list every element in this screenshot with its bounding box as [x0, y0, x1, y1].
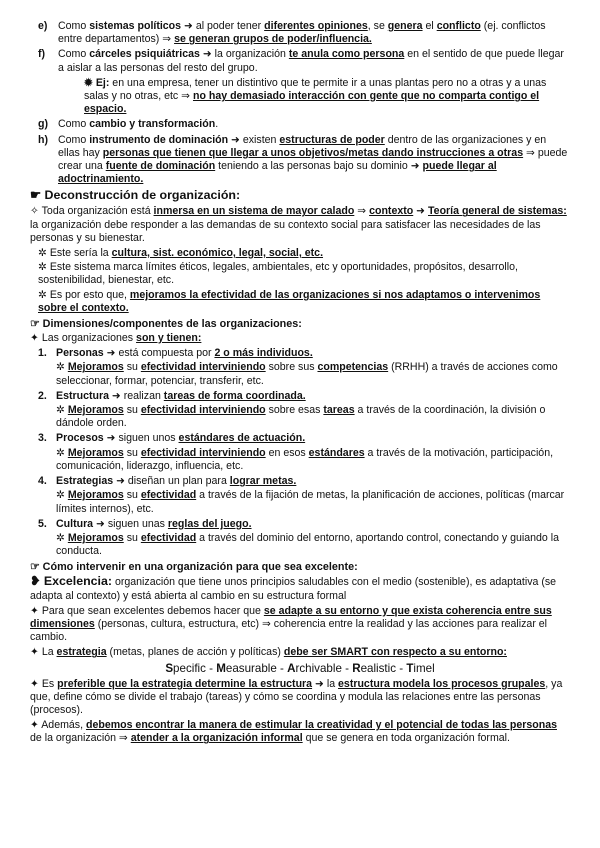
text-run: su: [123, 361, 141, 374]
text-run: diferentes opiniones: [264, 20, 368, 32]
dimension-detail: [30, 489, 570, 515]
text-run: estrategia: [56, 646, 107, 659]
text-run: (RRHH) a través de acciones como seleccionar, formar, potenciar, transferir, etc.: [56, 361, 558, 387]
text-run: genera: [387, 20, 423, 32]
section-heading-intervenir: ☞ Cómo intervenir en una organización para que sea excelente:: [30, 561, 358, 574]
list-item-text: [58, 20, 570, 46]
text-run: Estrategias: [56, 475, 114, 488]
text-run: Mejoramos: [67, 446, 124, 459]
text-run: organización que tiene unos principios saludables con el medio (sostenible), es adaptativa (se adapta al contexto) y está abierta al cambio en su estructura formal: [30, 576, 557, 602]
text-run: Teoría general de sistemas:: [428, 205, 567, 218]
text-run: , se: [367, 20, 388, 32]
list-marker: e): [38, 20, 48, 32]
text-run: ➜ siguen unas: [93, 517, 168, 530]
text-run: su: [123, 404, 141, 417]
text-run: Procesos: [56, 432, 104, 445]
text-run: el: [422, 20, 437, 32]
example-text: [84, 77, 570, 117]
text-run: easurable -: [225, 661, 288, 675]
text-run: reglas del juego.: [167, 517, 252, 530]
list-item-h: [30, 134, 570, 187]
text-run: puede llegar al adoctrinamiento.: [58, 160, 497, 186]
text-run: conflicto: [436, 20, 481, 32]
text-run: efectividad: [140, 531, 197, 544]
list-top: [30, 20, 570, 186]
text-run: A: [287, 661, 296, 675]
text-run: rchivable -: [295, 661, 353, 675]
text-run: te anula como persona: [288, 48, 405, 61]
dimension-detail: [30, 404, 570, 430]
text-run: ✦ Es: [30, 677, 58, 690]
text-run: estándares de actuación.: [178, 432, 306, 445]
example-note: [30, 77, 570, 117]
text-run: contexto: [369, 205, 414, 218]
text-run: ✲ Es por esto que,: [38, 288, 130, 301]
text-run: .: [215, 118, 219, 131]
text-run: Cultura: [56, 517, 94, 530]
text-run: ➜ está compuesta por: [103, 347, 215, 360]
list-number: 2.: [38, 389, 47, 402]
text-run: ✹ Ej:: [84, 76, 110, 89]
paragraph: [30, 205, 570, 245]
text-run: ealistic -: [360, 661, 407, 675]
dimension-title: [56, 432, 570, 445]
text-run: en el sentido de que puede llegar a aislar a las personas del resto del grupo.: [58, 48, 564, 74]
list-item-text: [58, 118, 570, 131]
text-run: sobre esas: [265, 404, 324, 417]
text-run: teniendo a las personas bajo su dominio ➜: [215, 160, 423, 173]
text-run: efectividad interviniendo: [140, 361, 266, 374]
text-run: a través del dominio del entorno, aportando control, conectando y guiando la conducta.: [56, 531, 559, 558]
text-run: ✲ Este sería la: [38, 247, 112, 260]
text-run: efectividad interviniendo: [140, 404, 266, 417]
text-run: fuente de dominación: [105, 160, 216, 173]
text-run: ✲: [56, 489, 68, 502]
text-run: Mejoramos: [67, 361, 124, 374]
text-run: cambio y transformación: [89, 118, 216, 131]
dimension-item-cultura: [30, 518, 570, 559]
text-run: tareas: [323, 404, 355, 417]
section-heading-dimensiones: ☞ Dimensiones/componentes de las organizaciones:: [30, 318, 302, 331]
dimension-detail: [30, 447, 570, 473]
list-number: 3.: [38, 432, 47, 445]
dimension-list: [30, 347, 570, 558]
smart-acronym: [30, 662, 570, 676]
list-item-f: [30, 48, 570, 74]
text-run: ✦ Para que sean excelentes debemos hacer que: [30, 604, 264, 617]
text-run: su: [123, 489, 141, 502]
list-marker: f): [38, 48, 46, 61]
text-run: ✲: [56, 531, 68, 544]
text-run: estructura modela los procesos grupales: [338, 677, 546, 690]
list-number: 5.: [38, 517, 47, 530]
text-run: (ej. conflictos entre departamentos) ⇒: [58, 20, 546, 46]
dimension-title: [56, 390, 570, 403]
text-run: se generan grupos de poder/influencia.: [174, 33, 372, 46]
text-run: mejoramos la efectividad de las organizaciones si nos adaptamos o intervenimos sobre el contexto.: [38, 288, 541, 314]
text-run: , ya que, define cómo se divide el trabajo (tareas) y cómo se coordina y modula las relaciones entre las personas (procesos).: [30, 677, 563, 716]
text-run: que se genera en toda organización formal.: [302, 732, 510, 745]
text-run: Como: [58, 133, 90, 146]
dimension-title: [56, 347, 570, 360]
text-run: la organización debe responder a las demandas de su contexto social para satisfacer las necesidades de las personas y su bienestar.: [30, 218, 541, 244]
text-run: ✲ Este sistema marca límites éticos, legales, ambientales, etc y oportunidades, propósitos, desarrollo, sostenibilidad, bienestar, etc.: [38, 261, 518, 287]
text-run: son y tienen:: [136, 332, 202, 345]
text-run: ❥ Excelencia:: [30, 574, 113, 589]
text-run: ➜ existen: [228, 133, 280, 146]
text-run: pecific -: [173, 661, 217, 675]
section-intro: [30, 332, 570, 345]
dimension-item-estrategias: [30, 475, 570, 516]
star-note: [30, 247, 570, 260]
text-run: (personas, cultura, estructura, etc) ⇒ coherencia entre la realidad y las acciones para realizar el cambio.: [30, 617, 548, 644]
text-run: Mejoramos: [67, 531, 124, 544]
text-run: lograr metas.: [229, 475, 297, 488]
text-run: ✦ La: [30, 646, 57, 659]
text-run: a través de la coordinación, la división o dándole orden.: [56, 404, 546, 430]
list-number: 1.: [38, 347, 47, 360]
text-run: Mejoramos: [67, 404, 124, 417]
text-run: ✧ Toda organización está: [30, 205, 154, 218]
text-run: Estructura: [56, 389, 109, 402]
text-run: imel: [413, 661, 435, 675]
paragraph: [30, 646, 570, 659]
text-run: inmersa en un sistema de mayor calado: [153, 205, 355, 218]
text-run: sistemas políticos: [89, 20, 182, 32]
list-marker: h): [38, 133, 48, 146]
text-run: preferible que la estrategia determine la estructura: [57, 677, 313, 690]
text-run: efectividad interviniendo: [140, 446, 266, 459]
text-run: Como: [58, 48, 90, 61]
text-run: S: [165, 661, 174, 675]
text-run: Personas: [56, 347, 104, 360]
text-run: a través de la fijación de metas, la planificación de acciones, políticas (marcar límites internos), etc.: [56, 489, 565, 515]
paragraph: [30, 678, 570, 718]
dimension-title: [56, 475, 570, 488]
list-marker: g): [38, 118, 48, 131]
text-run: ➜ la: [312, 677, 339, 690]
text-run: sobre sus: [265, 361, 318, 374]
paragraph: [30, 719, 570, 745]
dimension-item-estructura: [30, 390, 570, 431]
list-item-g: [30, 118, 570, 131]
list-number: 4.: [38, 475, 47, 488]
text-run: dentro de las organizaciones y en ellas hay: [58, 133, 547, 159]
star-note: [30, 261, 570, 287]
text-run: ✲: [56, 404, 68, 417]
list-item-e: [30, 20, 570, 46]
text-run: Como: [58, 118, 90, 131]
text-run: debemos encontrar la manera de estimular la creatividad y el potencial de todas las personas: [85, 719, 557, 732]
text-run: ➜ al poder tener: [181, 20, 265, 32]
text-run: T: [406, 661, 414, 675]
text-run: a través de la motivación, participación, comunicación, liderazgo, influencia, etc.: [56, 446, 554, 472]
paragraph: [30, 605, 570, 645]
text-run: ➜: [413, 205, 428, 218]
section-body-intervenir: [30, 575, 570, 745]
text-run: Mejoramos: [67, 489, 124, 502]
text-run: ⇒ puede crear una: [58, 146, 568, 173]
dimension-title: [56, 518, 570, 531]
text-run: su: [123, 446, 141, 459]
text-run: ➜ siguen unos: [103, 432, 179, 445]
text-run: efectividad: [140, 489, 197, 502]
text-run: en una empresa, tener un distintivo que te permite ir a unas plantas pero no a otras y a unas salas y no otras, etc ⇒: [84, 76, 547, 103]
section-body-deconstruccion: [30, 205, 570, 315]
text-run: ✲: [56, 361, 68, 374]
paragraph: [30, 575, 570, 602]
text-run: instrumento de dominación: [89, 133, 229, 146]
section-heading-deconstruccion: ☛ Deconstrucción de organización:: [30, 188, 241, 203]
text-run: ✦ Las organizaciones: [30, 332, 137, 345]
text-run: se adapte a su entorno y que exista coherencia entre sus dimensiones: [30, 604, 552, 630]
text-run: en esos: [265, 446, 309, 459]
text-run: ✦ Además,: [30, 719, 86, 732]
text-run: cárceles psiquiátricas: [89, 48, 200, 61]
dimension-detail: [30, 361, 570, 387]
list-item-text: [58, 134, 570, 187]
text-run: ➜ realizan: [108, 389, 164, 402]
text-run: ➜ la organización: [199, 48, 289, 61]
text-run: cultura, sist. económico, legal, social, etc.: [111, 247, 324, 260]
text-run: R: [352, 661, 361, 675]
text-run: M: [216, 661, 226, 675]
text-run: atender a la organización informal: [130, 732, 303, 745]
text-run: tareas de forma coordinada.: [163, 389, 306, 402]
text-run: ✲: [56, 446, 68, 459]
dimension-item-procesos: [30, 432, 570, 473]
text-run: ➜ diseñan un plan para: [113, 475, 230, 488]
dimension-detail: [30, 532, 570, 558]
list-item-text: [58, 48, 570, 74]
text-run: su: [123, 531, 141, 544]
text-run: personas que tienen que llegar a unos objetivos/metas dando instrucciones a otras: [102, 146, 524, 159]
text-run: 2 o más individuos.: [214, 347, 313, 360]
text-run: Como: [58, 20, 90, 32]
text-run: no hay demasiado interacción con gente que no comparta contigo el espacio.: [84, 90, 540, 116]
text-run: competencias: [317, 361, 389, 374]
star-note: [30, 289, 570, 315]
text-run: estándares: [308, 446, 365, 459]
text-run: (metas, planes de acción y políticas): [106, 646, 284, 659]
text-run: de la organización ⇒: [30, 732, 131, 745]
text-run: estructuras de poder: [279, 133, 385, 146]
dimension-item-personas: [30, 347, 570, 388]
text-run: ⇒: [354, 205, 370, 218]
text-run: debe ser SMART con respecto a su entorno:: [283, 646, 507, 659]
